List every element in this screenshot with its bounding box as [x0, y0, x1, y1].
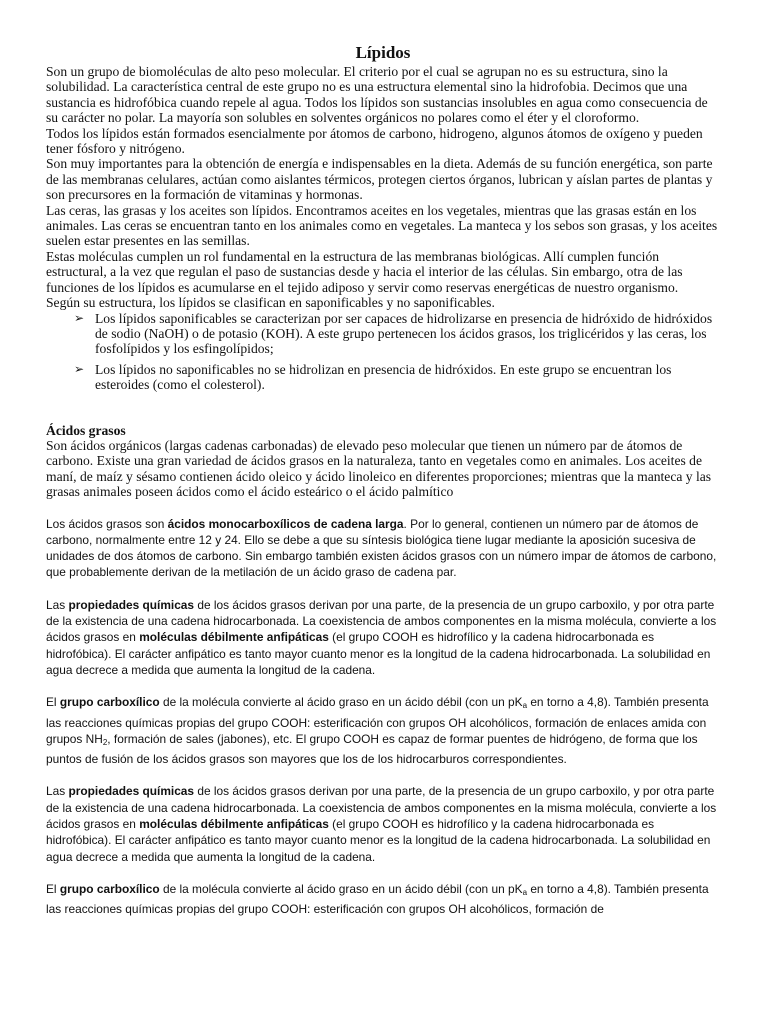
intro-paragraph: Las ceras, las grasas y los aceites son lípidos. Encontramos aceites en los vegetales, mientras que las grasas están en los animales. Las ceras se encuentran tanto en los animales como en vegetales. La manteca y los sebos son grasas, y los aceites suelen estar presentes en las semillas. [46, 202, 718, 249]
list-item-text: Los lípidos no saponificables no se hidrolizan en presencia de hidróxidos. En este grupo se encuentran los esteroides (como el colesterol). [95, 361, 672, 393]
bold-term: ácidos monocarboxílicos de cadena larga [167, 516, 404, 531]
paragraph-chemical-properties-repeat [46, 783, 720, 864]
subscript: a [522, 701, 528, 711]
arrow-bullet-icon: ➢ [74, 361, 85, 376]
text-run: (el grupo COOH es hidrofílico y la cadena hidrocarbonada es hidrofóbica). El carácter anfipático es tanto mayor cuanto menor es la longitud de la cadena hidrocarbonada. La solubilidad en agua decrece a medida que aumenta la longitud de la cadena. [46, 817, 711, 864]
intro-paragraph: Son un grupo de biomoléculas de alto peso molecular. El criterio por el cual se agrupan no es su estructura, sino la solubilidad. La característica central de este grupo no es una estructura elemental sino la hidrofobia. Decimos que una sustancia es hidrofóbica cuando repele al agua. Todos los lípidos son sustancias insolubles en agua como consecuencia de su carácter no polar. La mayoría son solubles en solventes orgánicos no polares como el éter y el cloroformo. [46, 64, 708, 126]
classification-list [46, 311, 720, 393]
text-run: (el grupo COOH es hidrofílico y la cadena hidrocarbonada es hidrofóbica). El carácter anfipático es tanto mayor cuanto menor es la longitud de la cadena hidrocarbonada. La solubilidad en agua decrece a medida que aumenta la longitud de la cadena. [46, 630, 711, 677]
text-run: , formación de sales (jabones), etc. El grupo COOH es capaz de formar puentes de hidrógeno, de forma que los puntos de fusión de los ácidos grasos son mayores que los de los hidrocarburos correspondientes. [46, 731, 698, 767]
text-run: de la molécula convierte al ácido graso en un ácido débil (con un pK [159, 881, 523, 896]
text-run: Los ácidos grasos son [46, 516, 168, 531]
bold-term: moléculas débilmente anfipáticas [139, 817, 329, 832]
subscript: a [522, 887, 528, 897]
text-run: de la molécula convierte al ácido graso en un ácido débil (con un pK [159, 695, 523, 710]
intro-paragraph: Son muy importantes para la obtención de energía e indispensables en la dieta. Además de su función energética, son parte de las membranas celulares, actúan como aislantes térmicos, protegen ciertos órganos, lubrican y aíslan partes de plantas y son precursores en la formación de vitaminas y hormonas. [46, 156, 713, 203]
text-run: El [46, 695, 60, 710]
paragraph-monocarboxylic [46, 516, 720, 581]
section-intro: Son ácidos orgánicos (largas cadenas carbonadas) de elevado peso molecular que tienen un número par de átomos de carbono. Existe una gran variedad de ácidos grasos en la naturaleza, tanto en vegetales como en animales. Los aceites de maní, de maíz y sésamo contienen ácido oleico y ácido linoleico en diferentes proporciones; mientras que la manteca y las grasas animales poseen ácidos como el ácido esteárico o el ácido palmítico [46, 437, 712, 500]
bold-term: propiedades químicas [68, 784, 195, 799]
text-run: Las [46, 597, 69, 612]
subscript: 2 [102, 737, 108, 747]
fatty-acids-body [46, 516, 720, 918]
text-run: en torno a 4,8). También presenta las reacciones químicas propias del grupo COOH: esterificación con grupos OH alcohólicos, formación de enlaces amida con grupos NH [46, 695, 709, 746]
text-run: . Por lo general, contienen un número par de átomos de carbono, normalmente entre 12 y 24. Ello se debe a que su síntesis biológica tiene lugar mediante la aposición sucesiva de unidades de dos átomos de carbono. Sin embargo también existen ácidos grasos con un número impar de átomos de carbono, que probablemente derivan de la metilación de un ácido graso de cadena par. [46, 516, 717, 580]
text-run: Las [46, 784, 69, 799]
list-item [74, 311, 720, 357]
intro-block [46, 64, 720, 393]
paragraph-carboxyl-group [46, 694, 720, 767]
document-page [46, 42, 720, 918]
list-item-text: Los lípidos saponificables se caracterizan por ser capaces de hidrolizarse en presencia de hidróxido de hidróxidos de sodio (NaOH) o de potasio (KOH). A este grupo pertenecen los ácidos grasos, los triglicéridos y las ceras, los fosfolípidos y los esfingolípidos; [95, 310, 713, 357]
text-run: El [46, 881, 60, 896]
section-heading: Ácidos grasos [46, 422, 126, 438]
document-title: Lípidos [355, 43, 411, 62]
bold-term: grupo carboxílico [59, 881, 160, 896]
intro-paragraph: Según su estructura, los lípidos se clasifican en saponificables y no saponificables. [46, 295, 495, 311]
bold-term: moléculas débilmente anfipáticas [139, 630, 329, 645]
text-run: de los ácidos grasos derivan por una parte, de la presencia de un grupo carboxilo, y por otra parte de la existencia de una cadena hidrocarbonada. La coexistencia de ambos componentes en la misma molécula, convierte a los ácidos grasos en [46, 597, 717, 645]
arrow-bullet-icon: ➢ [74, 310, 85, 325]
bold-term: grupo carboxílico [59, 695, 160, 710]
paragraph-chemical-properties [46, 597, 720, 678]
text-run: en torno a 4,8). También presenta las reacciones químicas propias del grupo COOH: esterificación con grupos OH alcohólicos, formación de [46, 881, 709, 917]
paragraph-carboxyl-group-repeat [46, 881, 720, 918]
bold-term: propiedades químicas [68, 597, 195, 612]
text-run: de los ácidos grasos derivan por una parte, de la presencia de un grupo carboxilo, y por otra parte de la existencia de una cadena hidrocarbonada. La coexistencia de ambos componentes en la misma molécula, convierte a los ácidos grasos en [46, 784, 717, 832]
intro-paragraph: Todos los lípidos están formados esencialmente por átomos de carbono, hidrogeno, algunos átomos de oxígeno y pueden tener fósforo y nitrógeno. [46, 125, 703, 157]
intro-paragraph: Estas moléculas cumplen un rol fundamental en la estructura de las membranas biológicas. Allí cumplen función estructural, a la vez que regulan el paso de sustancias desde y hacia el interior de las células. Sin embargo, otra de las funciones de los lípidos es acumularse en el tejido adiposo y servir como reservas energéticas de nuestro organismo. [46, 248, 683, 295]
list-item [74, 362, 720, 393]
